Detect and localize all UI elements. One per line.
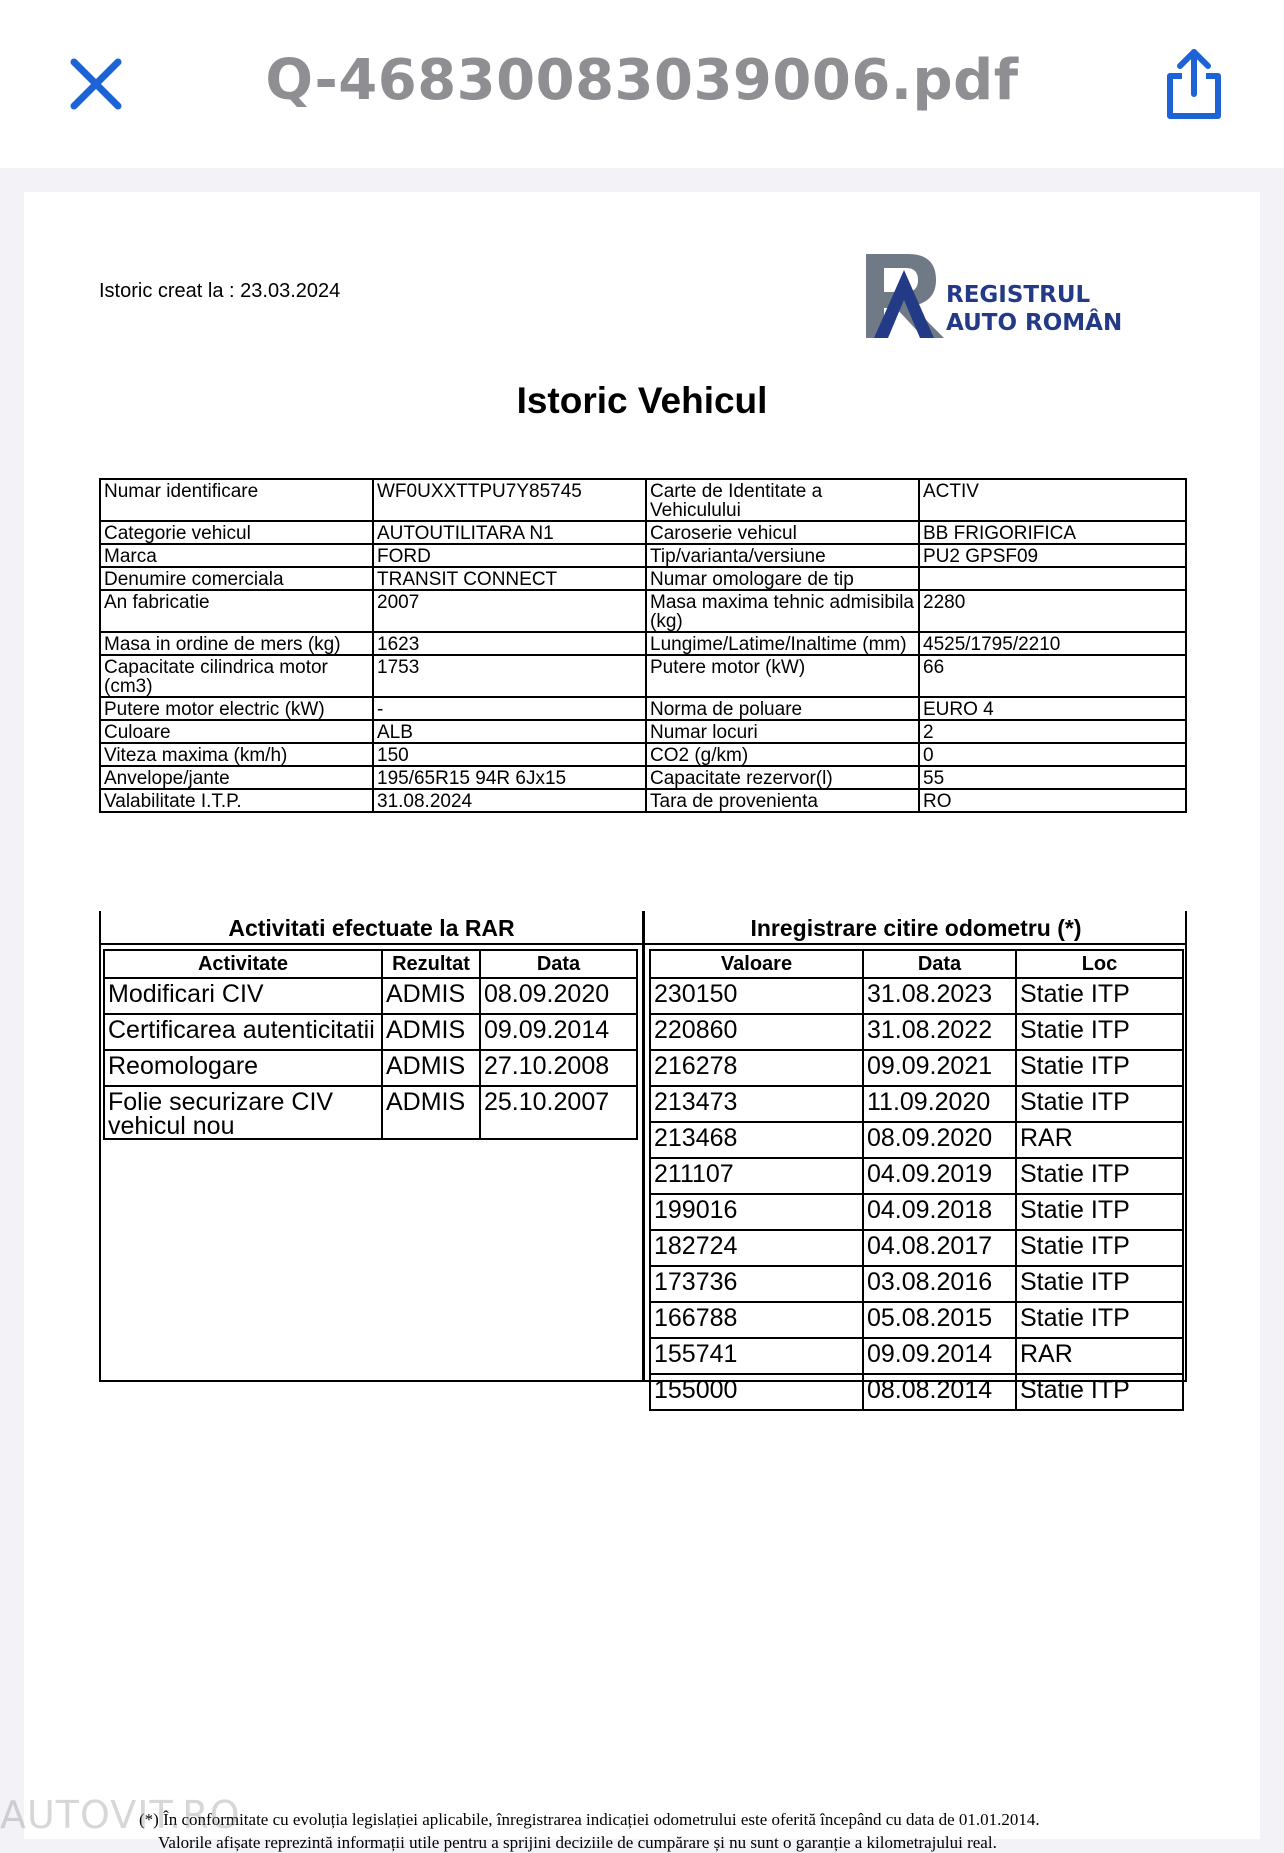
toolbar — [0, 0, 1284, 168]
history-section — [99, 911, 1187, 1404]
info-value: BB FRIGORIFICA — [919, 521, 1186, 544]
info-label: Tara de provenienta — [646, 789, 919, 812]
table-cell: RAR — [1016, 1338, 1183, 1374]
odometer-row — [650, 1194, 1183, 1230]
info-value: ACTIV — [919, 479, 1186, 521]
table-cell: Statie ITP — [1016, 1158, 1183, 1194]
table-cell: Statie ITP — [1016, 1086, 1183, 1122]
info-row — [100, 479, 1186, 521]
activity-row — [104, 1014, 637, 1050]
info-value: AUTOUTILITARA N1 — [373, 521, 646, 544]
activity-row — [104, 1050, 637, 1086]
table-cell: Statie ITP — [1016, 978, 1183, 1014]
odometer-title: Inregistrare citire odometru (*) — [750, 915, 1082, 941]
share-button[interactable] — [1162, 46, 1226, 122]
info-label: Lungime/Latime/Inaltime (mm) — [646, 632, 919, 655]
table-cell: Statie ITP — [1016, 1374, 1183, 1410]
table-cell: 08.09.2020 — [863, 1122, 1016, 1158]
info-value: EURO 4 — [919, 697, 1186, 720]
table-cell: 211107 — [650, 1158, 863, 1194]
vehicle-info-table — [99, 478, 1187, 813]
odometer-row — [650, 1302, 1183, 1338]
info-row — [100, 567, 1186, 590]
table-cell: 216278 — [650, 1050, 863, 1086]
info-label: Marca — [100, 544, 373, 567]
info-label: CO2 (g/km) — [646, 743, 919, 766]
info-value — [919, 567, 1186, 590]
info-row — [100, 632, 1186, 655]
info-label: Putere motor (kW) — [646, 655, 919, 697]
info-row — [100, 655, 1186, 697]
info-label: Numar omologare de tip — [646, 567, 919, 590]
table-cell: ADMIS — [382, 1050, 480, 1086]
info-value: 66 — [919, 655, 1186, 697]
close-button[interactable] — [66, 54, 126, 114]
column-header: Data — [480, 950, 637, 978]
info-row — [100, 789, 1186, 812]
info-row — [100, 544, 1186, 567]
info-label: Culoare — [100, 720, 373, 743]
table-cell: 03.08.2016 — [863, 1266, 1016, 1302]
info-row — [100, 766, 1186, 789]
table-cell: 199016 — [650, 1194, 863, 1230]
column-header: Data — [863, 950, 1016, 978]
table-cell: 04.09.2018 — [863, 1194, 1016, 1230]
table-cell: Statie ITP — [1016, 1050, 1183, 1086]
table-cell: 04.08.2017 — [863, 1230, 1016, 1266]
table-cell: Folie securizare CIV vehicul nou — [104, 1086, 382, 1139]
table-cell: 09.09.2014 — [480, 1014, 637, 1050]
info-value: 1753 — [373, 655, 646, 697]
info-value: RO — [919, 789, 1186, 812]
table-cell: RAR — [1016, 1122, 1183, 1158]
footnote-1: (*) În conformitate cu evoluția legislației aplicabile, înregistrarea indicației odometrului este oferită începând cu data de 01.01.2014. — [139, 1810, 1040, 1829]
table-cell: Statie ITP — [1016, 1194, 1183, 1230]
info-label: Numar locuri — [646, 720, 919, 743]
table-cell: ADMIS — [382, 1014, 480, 1050]
info-label: Tip/varianta/versiune — [646, 544, 919, 567]
info-value: 31.08.2024 — [373, 789, 646, 812]
info-label: Capacitate cilindrica motor (cm3) — [100, 655, 373, 697]
close-icon — [66, 54, 126, 114]
info-label: Caroserie vehicul — [646, 521, 919, 544]
section-divider — [642, 911, 645, 1380]
info-label: Masa maxima tehnic admisibila (kg) — [646, 590, 919, 632]
table-cell: 155741 — [650, 1338, 863, 1374]
column-header: Valoare — [650, 950, 863, 978]
info-value: 1623 — [373, 632, 646, 655]
table-cell: Statie ITP — [1016, 1230, 1183, 1266]
table-cell: 31.08.2023 — [863, 978, 1016, 1014]
info-label: Anvelope/jante — [100, 766, 373, 789]
odometer-row — [650, 1122, 1183, 1158]
table-cell: 05.08.2015 — [863, 1302, 1016, 1338]
info-label: An fabricatie — [100, 590, 373, 632]
table-cell: 182724 — [650, 1230, 863, 1266]
info-row — [100, 521, 1186, 544]
column-header: Loc — [1016, 950, 1183, 978]
odometer-row — [650, 1086, 1183, 1122]
info-value: 2007 — [373, 590, 646, 632]
table-cell: ADMIS — [382, 978, 480, 1014]
rar-logo — [860, 246, 1140, 342]
info-row — [100, 590, 1186, 632]
logo-line-2: AUTO ROMÂN — [946, 310, 1123, 336]
share-icon — [1162, 46, 1226, 122]
info-value: 0 — [919, 743, 1186, 766]
info-label: Carte de Identitate a Vehiculului — [646, 479, 919, 521]
odometer-row — [650, 1374, 1183, 1410]
odometer-row — [650, 1050, 1183, 1086]
activity-row — [104, 978, 637, 1014]
table-cell: Reomologare — [104, 1050, 382, 1086]
table-cell: 11.09.2020 — [863, 1086, 1016, 1122]
table-cell: Certificarea autenticitatii — [104, 1014, 382, 1050]
info-value: - — [373, 697, 646, 720]
info-value: 150 — [373, 743, 646, 766]
page-title: Istoric Vehicul — [516, 380, 768, 421]
table-cell: 09.09.2021 — [863, 1050, 1016, 1086]
info-row — [100, 720, 1186, 743]
info-value: 4525/1795/2210 — [919, 632, 1186, 655]
info-label: Masa in ordine de mers (kg) — [100, 632, 373, 655]
odometer-row — [650, 1158, 1183, 1194]
odometer-row — [650, 1338, 1183, 1374]
info-value: 55 — [919, 766, 1186, 789]
info-label: Numar identificare — [100, 479, 373, 521]
info-label: Norma de poluare — [646, 697, 919, 720]
table-cell: 230150 — [650, 978, 863, 1014]
table-cell: 31.08.2022 — [863, 1014, 1016, 1050]
table-cell: 220860 — [650, 1014, 863, 1050]
odometer-row — [650, 978, 1183, 1014]
pdf-page[interactable] — [24, 192, 1260, 1852]
table-cell: Statie ITP — [1016, 1014, 1183, 1050]
footnote-2: Valorile afișate reprezintă informații utile pentru a sprijini deciziile de cumpărare și nu sunt o garanție a kilometrajului real. — [158, 1833, 997, 1852]
table-cell: 08.08.2014 — [863, 1374, 1016, 1410]
table-cell: Statie ITP — [1016, 1302, 1183, 1338]
table-cell: Modificari CIV — [104, 978, 382, 1014]
info-value: 2280 — [919, 590, 1186, 632]
table-cell: 166788 — [650, 1302, 863, 1338]
odometer-row — [650, 1014, 1183, 1050]
odometer-row — [650, 1230, 1183, 1266]
info-label: Capacitate rezervor(l) — [646, 766, 919, 789]
table-cell: 09.09.2014 — [863, 1338, 1016, 1374]
watermark: AUTOVIT.RO — [0, 1793, 241, 1837]
table-cell: 155000 — [650, 1374, 863, 1410]
info-row — [100, 743, 1186, 766]
info-label: Putere motor electric (kW) — [100, 697, 373, 720]
column-header: Rezultat — [382, 950, 480, 978]
activity-row — [104, 1086, 637, 1139]
section-title-line — [101, 943, 1185, 945]
info-value: 2 — [919, 720, 1186, 743]
table-cell: ADMIS — [382, 1086, 480, 1139]
table-cell: 04.09.2019 — [863, 1158, 1016, 1194]
table-cell: 213473 — [650, 1086, 863, 1122]
logo-line-1: REGISTRUL — [946, 282, 1091, 308]
info-value: WF0UXXTTPU7Y85745 — [373, 479, 646, 521]
table-cell: 213468 — [650, 1122, 863, 1158]
info-label: Valabilitate I.T.P. — [100, 789, 373, 812]
created-date: Istoric creat la : 23.03.2024 — [99, 280, 341, 302]
info-value: TRANSIT CONNECT — [373, 567, 646, 590]
info-value: FORD — [373, 544, 646, 567]
rar-activities-table — [103, 949, 638, 1140]
table-cell: Statie ITP — [1016, 1266, 1183, 1302]
info-value: PU2 GPSF09 — [919, 544, 1186, 567]
info-value: ALB — [373, 720, 646, 743]
table-cell: 173736 — [650, 1266, 863, 1302]
table-cell: 27.10.2008 — [480, 1050, 637, 1086]
info-value: 195/65R15 94R 6Jx15 — [373, 766, 646, 789]
info-label: Denumire comerciala — [100, 567, 373, 590]
document-title: Q-46830083039006.pdf — [265, 48, 1019, 113]
table-cell: 25.10.2007 — [480, 1086, 637, 1139]
rar-activities-title: Activitati efectuate la RAR — [228, 915, 515, 941]
info-row — [100, 697, 1186, 720]
odometer-row — [650, 1266, 1183, 1302]
column-header: Activitate — [104, 950, 382, 978]
info-label: Viteza maxima (km/h) — [100, 743, 373, 766]
info-label: Categorie vehicul — [100, 521, 373, 544]
table-cell: 08.09.2020 — [480, 978, 637, 1014]
odometer-table — [649, 949, 1184, 1411]
